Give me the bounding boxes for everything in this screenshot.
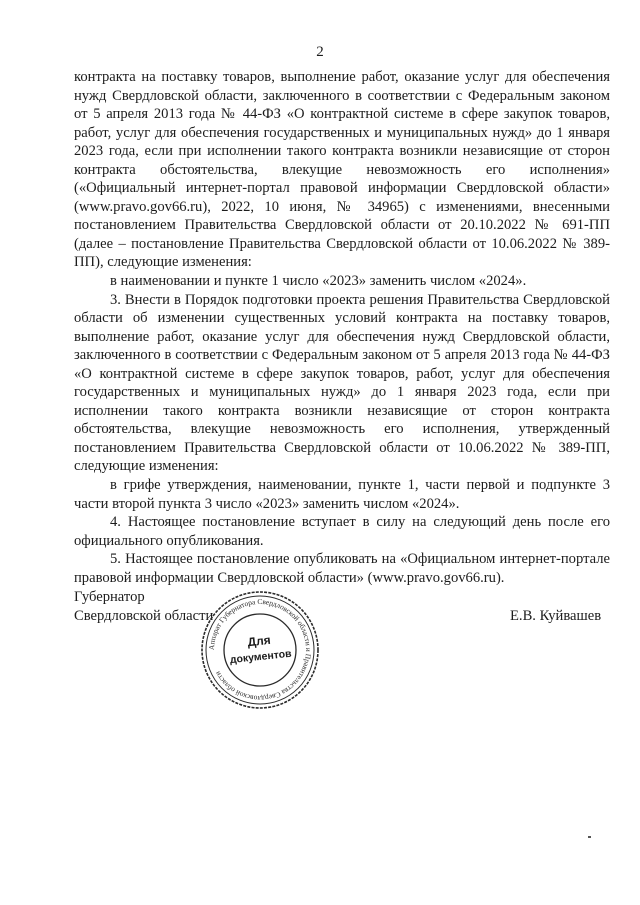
signatory-title-line2: Свердловской области bbox=[74, 608, 214, 624]
stamp-seal-graphic bbox=[196, 588, 324, 712]
paragraph-item-3: 3. Внести в Порядок подготовки проекта решения Правительства Свердловской области об изменении существенных условий контракта на поставку товаров, выполнение работ, оказание услуг для обеспечения нужд Свердловской области, заключенного в соответствии с Федеральным законом от 5 апреля 2013 года № 44-ФЗ «О контрактной системе в сфере закупок товаров, работ, услуг для обеспечения государственных и муниципальных нужд» до 1 января 2023 года, если при исполнении такого контракта возникли независящие от сторон контракта обстоятельства, влекущие невозможность его исполнения, утвержденный постановлением Правительства Свердловской области от 10.06.2022 № 389-ПП, следующие изменения: bbox=[74, 291, 610, 475]
paragraph-item-4: 4. Настоящее постановление вступает в силу на следующий день после его официального опубликования. bbox=[74, 514, 610, 549]
signatory-title-line1: Губернатор bbox=[74, 589, 145, 605]
stamp-center-line1: Для bbox=[246, 632, 272, 650]
stamp-center-line2: документов bbox=[229, 647, 293, 667]
stamp-ring-text: Аппарат Губернатора Свердловской области и Правительства Свердловской области bbox=[206, 596, 314, 704]
official-stamp bbox=[196, 588, 324, 712]
signatory-name: Е.В. Куйвашев bbox=[510, 608, 602, 624]
scan-speck bbox=[588, 836, 591, 838]
signatory-title bbox=[74, 588, 213, 626]
page-number: 2 bbox=[316, 44, 324, 60]
paragraph-item-3-change: в грифе утверждения, наименовании, пункте 1, части первой и подпункте 3 части второй пункта 3 число «2023» заменить числом «2024». bbox=[74, 477, 610, 512]
document-body bbox=[74, 68, 610, 587]
paragraph-change-2023: в наименовании и пункте 1 число «2023» заменить числом «2024». bbox=[110, 273, 527, 290]
paragraph-continuation: контракта на поставку товаров, выполнение работ, оказание услуг для обеспечения нужд Свердловской области, заключенного в соответствии с Федеральным законом от 5 апреля 2013 года № 44-ФЗ «О контрактной системе в сфере закупок товаров, работ, услуг для обеспечения государственных и муниципальных нужд» до 1 января 2023 года, если при исполнении такого контракта возникли независящие от сторон контракта обстоятельства, влекущие невозможность его исполнения» («Официальный интернет-портал правовой информации Свердловской области» (www.pravo.gov66.ru), 2022, 10 июня, № 34965) с изменениями, внесенными постановлением Правительства Свердловской области от 20.10.2022 № 691-ПП (далее – постановление Правительства Свердловской области от 10.06.2022 № 389-ПП), следующие изменения: bbox=[74, 69, 610, 271]
paragraph-item-5: 5. Настоящее постановление опубликовать на «Официальном интернет-портале правовой информации Свердловской области» (www.pravo.gov66.ru). bbox=[74, 551, 610, 586]
